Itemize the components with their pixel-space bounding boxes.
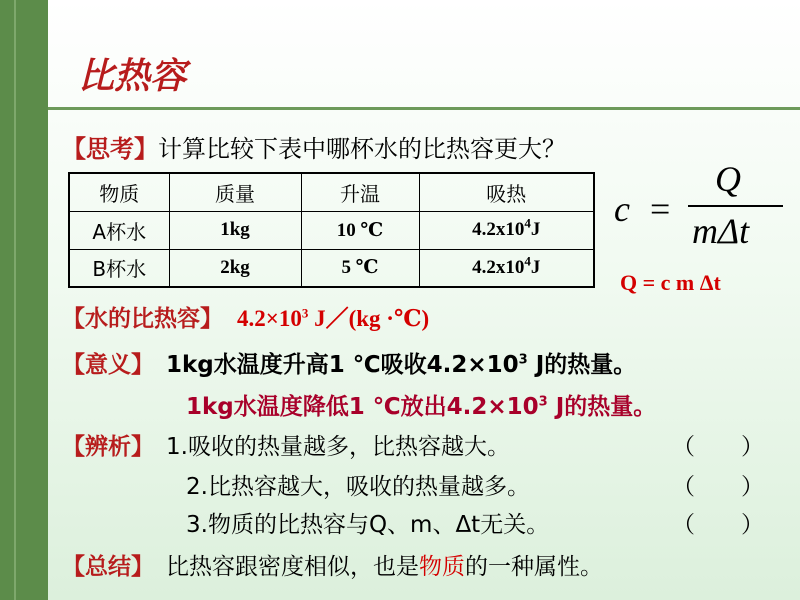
table-header: 吸热 [419, 173, 594, 211]
title-underline [48, 107, 800, 110]
water-heat-row [62, 304, 429, 334]
meaning-line-1 [166, 352, 636, 378]
table-header: 物质 [69, 173, 169, 211]
table-header: 质量 [169, 173, 301, 211]
meaning-line-2-exp: 3 [538, 394, 548, 410]
heat-table [68, 172, 595, 288]
summary-tag: 【总结】 [62, 554, 154, 580]
heat-exp: 4 [524, 253, 531, 269]
table-header-row [69, 173, 594, 211]
think-tag: 【思考】 [62, 135, 158, 163]
left-decor-stripe [14, 0, 16, 600]
water-heat-base: 4.2×10 [237, 306, 302, 331]
table-row [69, 211, 594, 249]
answer-paren[interactable]: （ ） [672, 474, 764, 500]
formula-equals: = [650, 189, 671, 229]
meaning-line-2-end: J的热量。 [547, 394, 657, 420]
heat-capacity-formula [610, 158, 790, 251]
meaning-row [62, 350, 636, 380]
analysis-row-1 [62, 432, 510, 462]
heat-base: 4.2x10 [472, 256, 525, 278]
answer-paren[interactable]: （ ） [672, 512, 764, 538]
summary-before: 比热容跟密度相似，也是 [166, 554, 419, 580]
think-question: 计算比较下表中哪杯水的比热容更大？ [158, 135, 566, 163]
heat-exp: 4 [524, 215, 531, 231]
water-heat-unit: J／(kg ·℃) [308, 306, 430, 331]
cell-substance: B杯水 [69, 249, 169, 287]
cell-mass: 1kg [169, 211, 301, 249]
summary-after: 的一种属性。 [465, 554, 603, 580]
meaning-line-1-text: 1kg水温度升高1 ℃吸收4.2×10 [166, 352, 519, 378]
slide-title: 比热容 [78, 56, 187, 97]
meaning-line-1-exp: 3 [518, 352, 528, 368]
analysis-item: 2.比热容越大，吸收的热量越多。 [186, 474, 530, 500]
analysis-tag: 【辨析】 [62, 434, 154, 460]
summary-row [62, 552, 603, 582]
left-decor-bar [0, 0, 48, 600]
cell-mass: 2kg [169, 249, 301, 287]
heat-base: 4.2x10 [472, 219, 525, 240]
answer-paren[interactable]: （ ） [672, 434, 764, 460]
water-heat-exp: 3 [301, 305, 309, 321]
water-heat-value [237, 306, 429, 331]
think-row [62, 134, 566, 164]
cell-temp: 5 ℃ [301, 249, 419, 287]
table-header: 升温 [301, 173, 419, 211]
meaning-tag: 【意义】 [62, 352, 154, 378]
heat-formula-expanded: Q = c m Δt [620, 270, 721, 295]
formula-denominator: mΔt [692, 211, 750, 251]
heat-unit: J [530, 256, 541, 278]
analysis-item: 1.吸收的热量越多，比热容越大。 [166, 434, 510, 460]
meaning-line-2-row [186, 392, 656, 422]
water-heat-tag: 【水的比热容】 [62, 306, 223, 332]
meaning-line-2 [186, 394, 656, 420]
analysis-item: 3.物质的比热容与Q、m、Δt无关。 [186, 512, 550, 538]
cell-heat [419, 249, 594, 287]
cell-substance: A杯水 [69, 211, 169, 249]
meaning-line-1-end: J的热量。 [527, 352, 637, 378]
heat-unit: J [530, 219, 541, 240]
summary-highlight: 物质 [419, 554, 465, 580]
table-row [69, 249, 594, 287]
formula-numerator: Q [715, 159, 741, 199]
cell-temp: 10 ℃ [301, 211, 419, 249]
formula-lhs: c [614, 189, 630, 229]
fraction-bar [688, 205, 783, 207]
meaning-line-2-text: 1kg水温度降低1 ℃放出4.2×10 [186, 394, 539, 420]
cell-heat [419, 211, 594, 249]
